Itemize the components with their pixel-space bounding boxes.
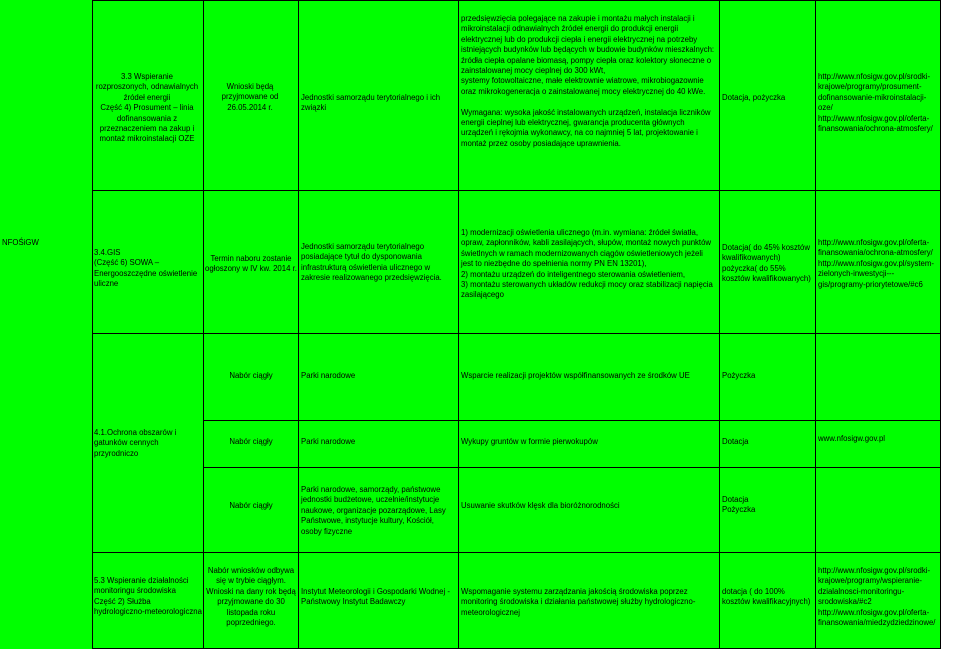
beneficiaries-cell: Parki narodowe <box>301 371 356 380</box>
program-cell: 4.1.Ochrona obszarów i gatunków cennych przyrodniczo <box>94 428 177 458</box>
beneficiaries-cell: Jednostki samorządu terytorialnego i ich związki <box>301 93 441 113</box>
form-cell: Dotacja, pożyczka <box>722 93 786 102</box>
link-cell[interactable]: http://www.nfosigw.gov.pl/srodki-krajowe/programy/wspieranie-dzialalnosci-monitoringu-srodowiska/#c2 http://www.nfosigw.gov.pl/oferta-finansowania/miedzydziedzinowe/ <box>818 566 936 628</box>
institution-label: NFOŚiGW <box>2 238 39 247</box>
link-cell[interactable]: http://www.nfosigw.gov.pl/oferta-finansowania/ochrona-atmosfery/ http://www.nfosigw.gov.pl/system-zielonych-inwestycji---gis/programy-priorytetowe/#c6 <box>818 238 934 289</box>
deadline-cell: Nabór ciągły <box>229 501 273 510</box>
deadline-cell: Termin naboru zostanie ogłoszony w IV kw. 2014 r. <box>205 254 297 274</box>
grid-line <box>92 0 941 1</box>
beneficiaries-cell: Parki narodowe <box>301 437 356 446</box>
form-cell: Pożyczka <box>722 371 756 380</box>
form-cell: Dotacja( do 45% kosztów kwalifikowanych) pożyczka( do 55% kosztów kwalifikowanych) <box>722 243 811 284</box>
grid-line <box>92 552 941 553</box>
deadline-cell: Nabór ciągły <box>229 371 273 380</box>
scope-cell: Usuwanie skutków klęsk dla bioróżnorodności <box>461 501 620 510</box>
deadline-cell: Nabór wniosków odbywa się w trybie ciągłym. Wnioski na dany rok będą przyjmowane do 30 listopada roku poprzedniego. <box>206 566 296 628</box>
form-cell: dotacja ( do 100% kosztów kwalifikacyjnych) <box>722 587 811 607</box>
program-cell: 3.4.GIS (Część 6) SOWA – Energooszczędne oświetlenie uliczne <box>94 248 198 289</box>
scope-cell: Wsparcie realizacji projektów współfinansowanych ze środków UE <box>461 371 690 380</box>
grid-line <box>92 333 941 334</box>
form-cell: Dotacja Pożyczka <box>722 495 756 515</box>
beneficiaries-cell: Instytut Meteorologii i Gospodarki Wodnej - Państwowy Instytut Badawczy <box>301 587 450 607</box>
beneficiaries-cell: Parki narodowe, samorządy, państwowe jednostki budżetowe, uczelnie/instytucje naukowe, organizacje pozarządowe, Lasy Państwowe, instytucje kultury, Kościół, osoby fizyczne <box>301 485 446 536</box>
deadline-cell: Nabór ciągły <box>229 437 273 446</box>
link-cell[interactable]: http://www.nfosigw.gov.pl/srodki-krajowe/programy/prosument-dofinansowanie-mikroinstalacji-oze/ http://www.nfosigw.gov.pl/oferta-finansowania/ochrona-atmosfery/ <box>818 72 933 134</box>
grid-line <box>92 190 941 191</box>
link-cell[interactable]: www.nfosigw.gov.pl <box>818 434 886 443</box>
scope-cell: Wykupy gruntów w formie pierwokupów <box>461 437 598 446</box>
form-cell: Dotacja <box>722 437 749 446</box>
scope-cell: Wspomaganie systemu zarządzania jakością środowiska poprzez monitoring środowiska i działania państwowej służby hydrologiczno-meteorologicznej <box>461 587 696 617</box>
scope-cell: przedsięwzięcia polegające na zakupie i montażu małych instalacji i mikroinstalacji odnawialnych źródeł energii do produkcji energii elektrycznej lub do produkcji ciepła i energii elektrycznej na potrzeby istniejących budynków lub będących w budowie budynków mieszkalnych: źródła ciepła opalane biomasą, pompy ciepła oraz kolektory słoneczne o zainstalowanej mocy cieplnej do 300 kWt, systemy fotowoltaiczne, małe elektrownie wiatrowe, mikrobiogazownie oraz mikrokogeneracja o zainstalowanej mocy elektrycznej do 40 kWe. Wymagana: wysoka jakość instalowanych urządzeń, instalacja liczników energii cieplnej lub elektrycznej, gwarancja producenta głównych urządzeń i rękojmia wykonawcy, na co najmniej 5 lat, projektowanie i montaż przez osoby posiadające uprawnienia. <box>461 14 715 148</box>
scope-cell: 1) modernizacji oświetlenia ulicznego (m.in. wymiana: źródeł światła, opraw, zapłonników, kabli zasilających, słupów, montaż nowych punktów świetlnych w ramach modernizowanych ciągów oświetleniowych jeżeli jest to niezbędne do spełnienia normy PN EN 13201), 2) montażu urządzeń do inteligentnego sterowania oświetleniem, 3) montażu sterowanych układów redukcji mocy oraz stabilizacji napięcia zasilającego <box>461 228 713 300</box>
grid-line <box>203 420 941 421</box>
beneficiaries-cell: Jednostki samorządu terytorialnego posiadające tytuł do dysponowania infrastrukturą oświetlenia ulicznego w zakresie realizowanego przedsięwzięcia. <box>301 242 442 283</box>
program-cell: 3.3 Wspieranie rozproszonych, odnawialnych źródeł energii Część 4) Prosument – linia dofinansowania z przeznaczeniem na zakup i montaż mikroinstalacji OZE <box>95 72 199 144</box>
deadline-cell: Wnioski będą przyjmowane od 26.05.2014 r. <box>221 82 279 112</box>
grid-line <box>203 467 941 468</box>
grid-line <box>92 648 941 649</box>
program-cell: 5.3 Wspieranie działalności monitoringu środowiska Część 2) Służba hydrologiczno-meteorologiczna <box>94 576 202 617</box>
